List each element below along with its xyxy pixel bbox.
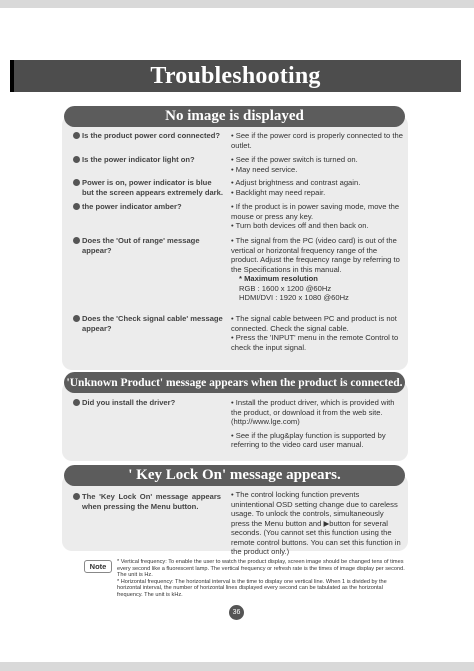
question-driver: Did you install the driver? [73,398,223,408]
answer-driver: • Install the product driver, which is provided with the product, or download it from the web site. (http://www.lge.com) • See if the plug&play function is supported by referring to the video card user manual. [231,398,395,449]
question-key-lock: The 'Key Lock On' message appears when pressing the Menu button. [73,492,221,511]
question-indicator-amber: the power indicator amber? [73,202,223,212]
question-power-cord: Is the product power cord connected? [73,131,223,141]
question-out-of-range: Does the 'Out of range' message appear? [73,236,223,255]
answer-out-of-range: • The signal from the PC (video card) is out of the vertical or horizontal frequency range of the product. Adjust the frequency range by referring to the Specifications in this manual. * Maximum resolution RGB : 1600 x 1200 @60Hz HDMI/DVI : 1920 x 1080 @60Hz [231,236,400,302]
bullet-icon [73,156,80,163]
bullet-icon [73,315,80,322]
question-power-indicator: Is the power indicator light on? [73,155,223,165]
note-label: Note [84,560,112,573]
bullet-icon [73,179,80,186]
bullet-icon [73,132,80,139]
section-title-unknown-product: 'Unknown Product' message appears when the product is connected. [64,372,405,393]
section-title-no-image: No image is displayed [64,106,405,127]
bullet-icon [73,237,80,244]
answer-power-cord: • See if the power cord is properly connected to the outlet. [231,131,403,150]
page-number: 36 [229,605,244,620]
top-band [0,0,474,8]
section-title-key-lock: ' Key Lock On' message appears. [64,465,405,486]
answer-screen-dark: • Adjust brightness and contrast again. • Backlight may need repair. [231,178,361,197]
answer-check-signal: • The signal cable between PC and product is not connected. Check the signal cable. • Press the 'INPUT' menu in the remote Control to check the input signal. [231,314,399,352]
page-title: Troubleshooting [150,62,321,89]
question-check-signal: Does the 'Check signal cable' message appear? [73,314,225,333]
page-title-bar [10,60,461,92]
note-text: * Vertical frequency: To enable the user to watch the product display, screen image should be changed tens of times every second like a fluorescent lamp. The vertical frequency or refresh rate is the times of image display per second. The unit is Hz. * Horizontal frequency: The horizontal interval is the time to display one vertical line. When 1 is divided by the horizontal interval, the number of horizontal lines displayed every second can be tabulated as the horizontal frequency. The unit is kHz. [117,559,405,598]
bottom-band [0,662,474,671]
bullet-icon [73,203,80,210]
bullet-icon [73,493,80,500]
bullet-icon [73,399,80,406]
answer-power-indicator: • See if the power switch is turned on. • May need service. [231,155,358,174]
question-screen-dark: Power is on, power indicator is blue but the screen appears extremely dark. [73,178,223,197]
answer-indicator-amber: • If the product is in power saving mode, move the mouse or press any key. • Turn both devices off and then back on. [231,202,400,230]
answer-key-lock: • The control locking function prevents unintentional OSD setting change due to careless usage. To unlock the controls, simultaneously press the Menu button and ▶button for several seconds. (You cannot set this function using the remote control buttons. You can set this function in the product only.) [231,490,401,556]
title-accent-block [10,60,14,92]
